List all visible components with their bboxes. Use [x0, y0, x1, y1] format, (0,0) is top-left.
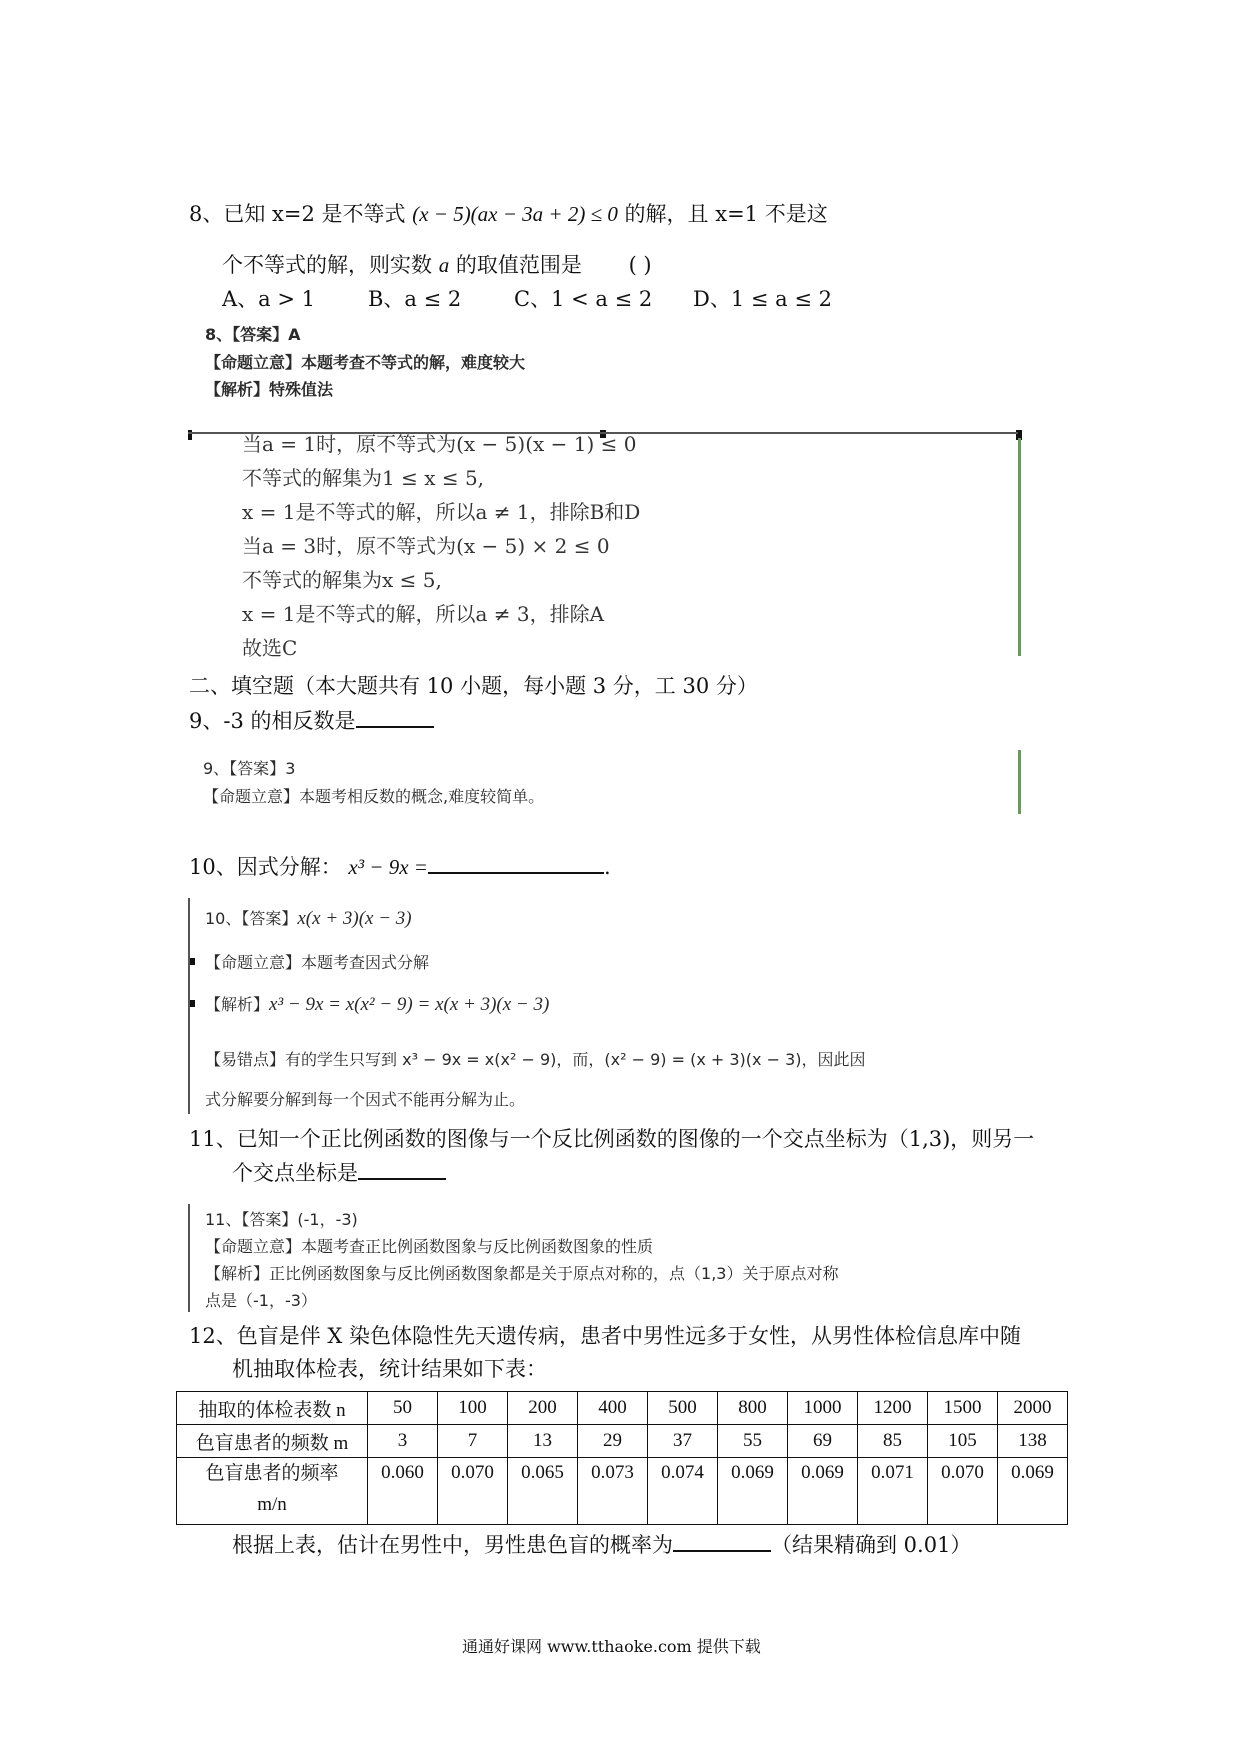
a8-solution: 当a = 1时，原不等式为(x − 5)(x − 1) ≤ 0 不等式的解集为1 ≤ x ≤ 5, x = 1是不等式的解，所以a ≠ 1，排除B和D 当a = 3时，原不等式为(x − 5) × 2 ≤ 0 不等式的解集为x ≤ 5, x = 1是不等式的解，所以a ≠ 3，排除A 故选C — [242, 432, 641, 660]
q8-option-a: A、a > 1 — [222, 287, 315, 311]
q8-line1: 8、已知 x=2 是不等式 (x − 5)(ax − 3a + 2) ≤ 0 的解，且 x=1 不是这 — [189, 202, 828, 226]
table-cell: 0.070 — [928, 1458, 998, 1525]
table-row — [177, 1458, 1068, 1525]
table-row-header: 抽取的体检表数 n — [177, 1392, 368, 1425]
table-cell: 0.071 — [858, 1458, 928, 1525]
table-row-header: 色盲患者的频率 m/n — [177, 1458, 368, 1525]
a8-intent: 【命题立意】本题考查不等式的解，难度较大 — [205, 353, 526, 372]
a11-intent: 【命题立意】本题考查正比例函数图象与反比例函数图象的性质 — [205, 1237, 654, 1256]
section-2-heading: 二、填空题（本大题共有 10 小题，每小题 3 分，工 30 分） — [189, 674, 758, 698]
answer-blank — [428, 852, 604, 874]
a8-analysis: 【解析】特殊值法 — [205, 380, 334, 399]
table-cell: 0.070 — [438, 1458, 508, 1525]
a11-analysis-2: 点是（-1，-3） — [205, 1291, 317, 1310]
table-cell: 400 — [578, 1392, 648, 1425]
a10-analysis: 【解析】x³ − 9x = x(x² − 9) = x(x + 3)(x − 3) — [205, 994, 550, 1015]
a11-analysis: 【解析】正比例函数图象与反比例函数图象都是关于原点对称的，点（1,3）关于原点对称 — [205, 1264, 839, 1283]
a10-pitfall-2: 式分解要分解到每一个因式不能再分解为止。 — [205, 1090, 526, 1109]
box-corner-marker — [190, 1000, 195, 1007]
answer-side-bar — [1018, 750, 1021, 814]
table-cell: 69 — [788, 1425, 858, 1458]
table-cell: 0.073 — [578, 1458, 648, 1525]
q8-option-d: D、1 ≤ a ≤ 2 — [693, 287, 832, 311]
q8-inequality: (x − 5)(ax − 3a + 2) ≤ 0 — [412, 202, 618, 226]
q8-line2: 个不等式的解，则实数 a 的取值范围是 ( ) — [222, 253, 652, 277]
table-cell: 7 — [438, 1425, 508, 1458]
table-cell: 1500 — [928, 1392, 998, 1425]
a8-answer: 8、【答案】A — [205, 325, 301, 344]
table-cell: 200 — [508, 1392, 578, 1425]
a9-intent: 【命题立意】本题考相反数的概念,难度较简单。 — [203, 787, 545, 806]
a10-answer: 10、【答案】x(x + 3)(x − 3) — [205, 908, 412, 929]
q11-line1: 11、已知一个正比例函数的图像与一个反比例函数的图像的一个交点坐标为（1,3)，则另一 — [189, 1127, 1035, 1151]
table-cell: 100 — [438, 1392, 508, 1425]
table-cell: 138 — [998, 1425, 1068, 1458]
table-cell: 85 — [858, 1425, 928, 1458]
a9-answer: 9、【答案】3 — [203, 759, 296, 778]
table-cell: 0.069 — [998, 1458, 1068, 1525]
q12-conclusion: 根据上表，估计在男性中，男性患色盲的概率为 （结果精确到 0.01） — [232, 1530, 971, 1559]
page-footer: 通通好课网 www.tthaoke.com 提供下载 — [462, 1637, 761, 1656]
table-cell: 37 — [648, 1425, 718, 1458]
statistics-table — [176, 1391, 1068, 1525]
q10: 10、因式分解： x³ − 9x = . — [189, 852, 611, 881]
table-cell: 0.060 — [368, 1458, 438, 1525]
table-cell: 29 — [578, 1425, 648, 1458]
table-cell: 55 — [718, 1425, 788, 1458]
table-cell: 0.069 — [788, 1458, 858, 1525]
table-cell: 0.065 — [508, 1458, 578, 1525]
q9: 9、-3 的相反数是 — [189, 706, 434, 735]
a11-answer: 11、【答案】(-1，-3) — [205, 1210, 358, 1229]
a10-pitfall: 【易错点】有的学生只写到 x³ − 9x = x(x² − 9)，而，(x² − 9) = (x + 3)(x − 3)，因此因 — [205, 1050, 866, 1069]
box-right-border — [1018, 438, 1021, 656]
table-row — [177, 1425, 1068, 1458]
table-cell: 2000 — [998, 1392, 1068, 1425]
q8-option-b: B、a ≤ 2 — [368, 287, 462, 311]
table-cell: 3 — [368, 1425, 438, 1458]
table-cell: 1000 — [788, 1392, 858, 1425]
answer-blank — [673, 1530, 771, 1552]
table-cell: 13 — [508, 1425, 578, 1458]
q8-option-c: C、1 < a ≤ 2 — [514, 287, 653, 311]
table-row-header: 色盲患者的频数 m — [177, 1425, 368, 1458]
q12-line2: 机抽取体检表，统计结果如下表： — [232, 1357, 547, 1381]
q11-line2: 个交点坐标是 — [232, 1158, 446, 1187]
q12-line1: 12、色盲是伴 X 染色体隐性先天遗传病，患者中男性远多于女性，从男性体检信息库中随 — [189, 1324, 1022, 1348]
table-cell: 105 — [928, 1425, 998, 1458]
table-row — [177, 1392, 1068, 1425]
table-cell: 0.074 — [648, 1458, 718, 1525]
answer-side-bar — [188, 1204, 190, 1312]
table-cell: 0.069 — [718, 1458, 788, 1525]
table-cell: 800 — [718, 1392, 788, 1425]
answer-blank — [358, 1158, 446, 1180]
box-corner-marker — [190, 958, 195, 965]
table-cell: 500 — [648, 1392, 718, 1425]
table-cell: 50 — [368, 1392, 438, 1425]
answer-blank — [356, 706, 434, 728]
table-cell: 1200 — [858, 1392, 928, 1425]
a10-intent: 【命题立意】本题考查因式分解 — [205, 953, 430, 972]
